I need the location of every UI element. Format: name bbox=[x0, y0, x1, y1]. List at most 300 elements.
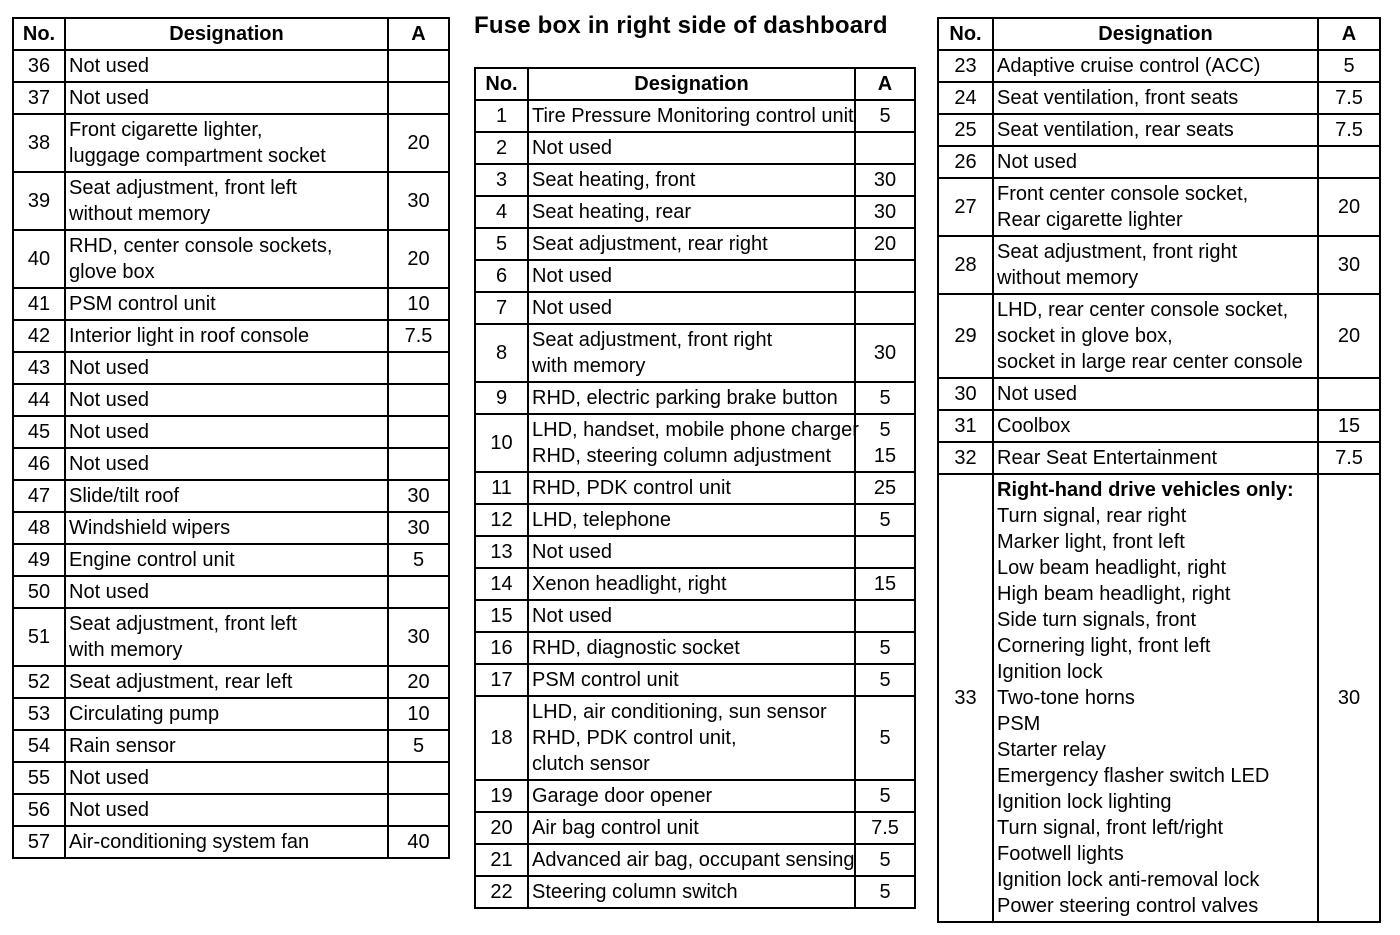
header-designation: Designation bbox=[993, 18, 1318, 50]
designation-line: Front center console socket, bbox=[997, 183, 1249, 205]
fuse-designation bbox=[528, 324, 855, 382]
fuse-designation bbox=[65, 608, 388, 666]
fuse-designation bbox=[528, 632, 855, 664]
amperage-value: 5 bbox=[879, 669, 891, 691]
fuse-designation bbox=[65, 288, 388, 320]
fuse-row bbox=[475, 696, 915, 780]
fuse-row bbox=[13, 50, 449, 82]
header-no: No. bbox=[13, 18, 65, 50]
fuse-designation bbox=[528, 228, 855, 260]
designation-line: Not used bbox=[69, 767, 150, 789]
fuse-amperage bbox=[388, 448, 449, 480]
fuse-number: 51 bbox=[13, 608, 65, 666]
amperage-value: 30 bbox=[407, 485, 430, 507]
designation-line: Adaptive cruise control (ACC) bbox=[997, 55, 1261, 77]
fuse-number: 26 bbox=[938, 146, 993, 178]
fuse-amperage bbox=[388, 320, 449, 352]
amperage-value: 40 bbox=[407, 831, 430, 853]
designation-line: Slide/tilt roof bbox=[69, 485, 180, 507]
designation-line: Rear Seat Entertainment bbox=[997, 447, 1218, 469]
fuse-designation bbox=[993, 442, 1318, 474]
designation-line: Not used bbox=[69, 87, 150, 109]
fuse-number: 53 bbox=[13, 698, 65, 730]
fuse-number: 46 bbox=[13, 448, 65, 480]
fuse-designation bbox=[993, 82, 1318, 114]
fuse-amperage bbox=[388, 794, 449, 826]
fuse-row bbox=[13, 608, 449, 666]
fuse-number: 33 bbox=[938, 474, 993, 922]
fuse-row bbox=[938, 178, 1380, 236]
designation-line: Ignition lock anti-removal lock bbox=[997, 869, 1260, 891]
fuse-number: 29 bbox=[938, 294, 993, 378]
fuse-number: 50 bbox=[13, 576, 65, 608]
amperage-value: 30 bbox=[873, 201, 897, 223]
fuse-designation bbox=[528, 536, 855, 568]
designation-line: RHD, PDK control unit, bbox=[532, 727, 737, 749]
fuse-number: 9 bbox=[475, 382, 528, 414]
fuse-row bbox=[475, 196, 915, 228]
amperage-value: 15 bbox=[873, 445, 897, 467]
designation-line: Power steering control valves bbox=[997, 895, 1259, 917]
amperage-value: 15 bbox=[1337, 415, 1361, 437]
designation-line: Rear cigarette lighter bbox=[997, 209, 1183, 231]
designation-line: Xenon headlight, right bbox=[532, 573, 727, 595]
fuse-table-left bbox=[12, 17, 450, 859]
fuse-designation bbox=[528, 260, 855, 292]
designation-line: Seat heating, rear bbox=[532, 201, 691, 223]
fuse-designation bbox=[65, 172, 388, 230]
fuse-row bbox=[13, 826, 449, 858]
fuse-number: 52 bbox=[13, 666, 65, 698]
fuse-amperage bbox=[1318, 410, 1380, 442]
fuse-designation bbox=[528, 414, 859, 472]
fuse-row bbox=[475, 844, 915, 876]
fuse-row bbox=[475, 382, 915, 414]
designation-line: PSM control unit bbox=[532, 669, 679, 691]
fuse-row bbox=[13, 698, 449, 730]
fuse-number: 44 bbox=[13, 384, 65, 416]
designation-line: RHD, center console sockets, bbox=[69, 235, 333, 257]
fuse-number: 42 bbox=[13, 320, 65, 352]
designation-line: RHD, electric parking brake button bbox=[532, 387, 838, 409]
fuse-amperage bbox=[855, 600, 915, 632]
amperage-value: 20 bbox=[407, 671, 430, 693]
amperage-value: 5 bbox=[1343, 55, 1355, 77]
fuse-amperage bbox=[388, 576, 449, 608]
fuse-row bbox=[13, 448, 449, 480]
designation-line: Marker light, front left bbox=[997, 531, 1185, 553]
fuse-amperage bbox=[855, 504, 915, 536]
fuse-designation bbox=[528, 164, 855, 196]
fuse-number: 38 bbox=[13, 114, 65, 172]
fuse-row bbox=[13, 576, 449, 608]
amperage-value: 15 bbox=[873, 573, 897, 595]
amperage-value: 20 bbox=[873, 233, 897, 255]
fuse-amperage bbox=[1318, 236, 1380, 294]
designation-line: LHD, rear center console socket, bbox=[997, 299, 1289, 321]
designation-line: Side turn signals, front bbox=[997, 609, 1196, 631]
amperage-value: 20 bbox=[407, 132, 430, 154]
fuse-number: 5 bbox=[475, 228, 528, 260]
designation-line: socket in glove box, bbox=[997, 325, 1173, 347]
amperage-value: 5 bbox=[879, 849, 891, 871]
fuse-row bbox=[938, 410, 1380, 442]
fuse-row bbox=[475, 536, 915, 568]
fuse-number: 49 bbox=[13, 544, 65, 576]
designation-line: Low beam headlight, right bbox=[997, 557, 1227, 579]
fuse-amperage bbox=[855, 196, 915, 228]
amperage-value: 5 bbox=[879, 509, 891, 531]
designation-line: Air-conditioning system fan bbox=[69, 831, 310, 853]
fuse-amperage bbox=[855, 696, 915, 780]
designation-line: without memory bbox=[69, 203, 211, 225]
fuse-amperage bbox=[855, 164, 915, 196]
designation-line: Not used bbox=[69, 389, 150, 411]
fuse-number: 20 bbox=[475, 812, 528, 844]
fuse-table-right bbox=[937, 17, 1381, 923]
fuse-number: 15 bbox=[475, 600, 528, 632]
fuse-row bbox=[13, 730, 449, 762]
fuse-row bbox=[13, 512, 449, 544]
fuse-row bbox=[13, 480, 449, 512]
fuse-amperage bbox=[855, 324, 915, 382]
fuse-amperage bbox=[1318, 50, 1380, 82]
fuse-row bbox=[13, 320, 449, 352]
amperage-value: 30 bbox=[1337, 687, 1361, 709]
fuse-designation bbox=[993, 236, 1318, 294]
fuse-amperage bbox=[1318, 146, 1380, 178]
amperage-value: 10 bbox=[407, 293, 430, 315]
fuse-designation bbox=[528, 812, 855, 844]
fuse-number: 55 bbox=[13, 762, 65, 794]
fuse-amperage bbox=[855, 292, 915, 324]
fuse-designation bbox=[528, 844, 855, 876]
amperage-value: 5 bbox=[879, 637, 891, 659]
fuse-number: 2 bbox=[475, 132, 528, 164]
fuse-amperage bbox=[1318, 82, 1380, 114]
designation-line: Engine control unit bbox=[69, 549, 235, 571]
fuse-number: 16 bbox=[475, 632, 528, 664]
designation-line: Steering column switch bbox=[532, 881, 738, 903]
fuse-amperage bbox=[1318, 442, 1380, 474]
fuse-row bbox=[475, 504, 915, 536]
fuse-number: 24 bbox=[938, 82, 993, 114]
fuse-number: 27 bbox=[938, 178, 993, 236]
fuse-amperage bbox=[855, 780, 915, 812]
amperage-value: 7.5 bbox=[1335, 447, 1363, 469]
fuse-row bbox=[938, 50, 1380, 82]
designation-line: Seat adjustment, front left bbox=[69, 613, 297, 635]
fuse-number: 13 bbox=[475, 536, 528, 568]
fuse-amperage bbox=[855, 536, 915, 568]
fuse-amperage bbox=[855, 100, 915, 132]
header-amp: A bbox=[1318, 18, 1380, 50]
designation-line: Not used bbox=[532, 297, 613, 319]
fuse-number: 57 bbox=[13, 826, 65, 858]
fuse-row bbox=[938, 82, 1380, 114]
fuse-number: 17 bbox=[475, 664, 528, 696]
designation-line: clutch sensor bbox=[532, 753, 650, 775]
amperage-value: 5 bbox=[879, 881, 891, 903]
amperage-value: 20 bbox=[1337, 196, 1361, 218]
amperage-value: 5 bbox=[879, 727, 891, 749]
fuse-designation bbox=[528, 382, 855, 414]
amperage-value: 30 bbox=[873, 342, 897, 364]
fuse-designation bbox=[65, 384, 388, 416]
fuse-designation bbox=[993, 146, 1318, 178]
fuse-row bbox=[475, 472, 915, 504]
fuse-amperage bbox=[1318, 294, 1380, 378]
designation-line: LHD, telephone bbox=[532, 509, 671, 531]
designation-line: Not used bbox=[69, 799, 150, 821]
fuse-row bbox=[475, 664, 915, 696]
fuse-amperage bbox=[388, 288, 449, 320]
fuse-amperage bbox=[1318, 178, 1380, 236]
fuse-number: 32 bbox=[938, 442, 993, 474]
fuse-designation bbox=[65, 512, 388, 544]
fuse-amperage bbox=[388, 172, 449, 230]
fuse-number: 28 bbox=[938, 236, 993, 294]
designation-line: Not used bbox=[69, 421, 150, 443]
fuse-amperage bbox=[1318, 114, 1380, 146]
header-no: No. bbox=[938, 18, 993, 50]
amperage-value: 30 bbox=[407, 517, 430, 539]
amperage-value: 10 bbox=[407, 703, 430, 725]
fuse-row bbox=[938, 474, 1380, 922]
fuse-number: 43 bbox=[13, 352, 65, 384]
designation-line: Not used bbox=[532, 137, 613, 159]
fuse-designation bbox=[65, 320, 388, 352]
fuse-number: 19 bbox=[475, 780, 528, 812]
fuse-amperage bbox=[388, 826, 449, 858]
fuse-designation bbox=[528, 196, 855, 228]
fuse-amperage bbox=[855, 844, 915, 876]
fuse-designation bbox=[65, 730, 388, 762]
amperage-value: 5 bbox=[412, 735, 425, 757]
designation-line: Ignition lock lighting bbox=[997, 791, 1172, 813]
fuse-number: 41 bbox=[13, 288, 65, 320]
designation-line: with memory bbox=[532, 355, 646, 377]
fuse-row bbox=[938, 378, 1380, 410]
fuse-designation bbox=[528, 504, 855, 536]
fuse-amperage bbox=[855, 472, 915, 504]
fuse-designation bbox=[65, 82, 388, 114]
fuse-designation bbox=[993, 114, 1318, 146]
fuse-row bbox=[475, 568, 915, 600]
designation-line: Circulating pump bbox=[69, 703, 220, 725]
fuse-row bbox=[13, 82, 449, 114]
fuse-row bbox=[13, 666, 449, 698]
fuse-amperage bbox=[388, 230, 449, 288]
fuse-row bbox=[475, 812, 915, 844]
fuse-designation bbox=[528, 876, 855, 908]
fuse-amperage bbox=[1318, 474, 1380, 922]
fuse-row bbox=[475, 876, 915, 908]
fuse-table-middle bbox=[474, 67, 916, 909]
fuse-number: 1 bbox=[475, 100, 528, 132]
designation-line: Not used bbox=[69, 453, 150, 475]
amperage-value: 5 bbox=[879, 785, 891, 807]
fuse-designation bbox=[65, 666, 388, 698]
fuse-row bbox=[475, 100, 915, 132]
amperage-value: 30 bbox=[407, 190, 430, 212]
designation-line: LHD, handset, mobile phone charger bbox=[532, 419, 859, 441]
fuse-row bbox=[475, 780, 915, 812]
designation-line: Not used bbox=[69, 581, 150, 603]
amperage-value: 7.5 bbox=[1335, 119, 1363, 141]
fuse-number: 40 bbox=[13, 230, 65, 288]
fuse-number: 11 bbox=[475, 472, 528, 504]
amperage-value: 7.5 bbox=[404, 325, 433, 347]
fuse-row bbox=[475, 132, 915, 164]
designation-line: Not used bbox=[532, 605, 613, 627]
fuse-designation bbox=[528, 472, 855, 504]
fuse-amperage bbox=[855, 132, 915, 164]
fuse-amperage bbox=[388, 352, 449, 384]
fuse-row bbox=[938, 442, 1380, 474]
fuse-amperage bbox=[855, 414, 915, 472]
fuse-number: 56 bbox=[13, 794, 65, 826]
fuse-row bbox=[13, 288, 449, 320]
amperage-value: 30 bbox=[407, 626, 430, 648]
fuse-designation bbox=[528, 696, 855, 780]
table-header-row bbox=[13, 18, 449, 50]
fuse-row bbox=[475, 260, 915, 292]
fuse-row bbox=[475, 414, 915, 472]
fuse-number: 54 bbox=[13, 730, 65, 762]
fuse-amperage bbox=[388, 762, 449, 794]
designation-line: Seat adjustment, rear left bbox=[69, 671, 293, 693]
designation-line: Seat adjustment, rear right bbox=[532, 233, 768, 255]
fuse-row bbox=[475, 600, 915, 632]
fuse-row bbox=[13, 794, 449, 826]
fuse-number: 3 bbox=[475, 164, 528, 196]
amperage-value: 7.5 bbox=[871, 817, 899, 839]
designation-line: Starter relay bbox=[997, 739, 1106, 761]
designation-line: RHD, steering column adjustment bbox=[532, 445, 832, 467]
fuse-amperage bbox=[388, 480, 449, 512]
fuse-number: 45 bbox=[13, 416, 65, 448]
fuse-designation bbox=[65, 114, 388, 172]
fuse-number: 18 bbox=[475, 696, 528, 780]
header-designation: Designation bbox=[65, 18, 388, 50]
fuse-designation bbox=[528, 132, 855, 164]
designation-line: Seat ventilation, rear seats bbox=[997, 119, 1234, 141]
fuse-amperage bbox=[388, 82, 449, 114]
designation-line: Seat ventilation, front seats bbox=[997, 87, 1239, 109]
fuse-number: 4 bbox=[475, 196, 528, 228]
page-heading: Fuse box in right side of dashboard bbox=[474, 12, 888, 39]
fuse-row bbox=[475, 228, 915, 260]
fuse-designation bbox=[993, 474, 1318, 922]
amperage-value: 25 bbox=[873, 477, 897, 499]
designation-line: Two-tone horns bbox=[997, 687, 1135, 709]
fuse-designation bbox=[65, 448, 388, 480]
amperage-value: 30 bbox=[1337, 254, 1361, 276]
amperage-value: 5 bbox=[879, 105, 891, 127]
fuse-number: 37 bbox=[13, 82, 65, 114]
fuse-number: 25 bbox=[938, 114, 993, 146]
designation-line: Seat adjustment, front right bbox=[532, 329, 773, 351]
fuse-number: 36 bbox=[13, 50, 65, 82]
fuse-designation bbox=[993, 378, 1318, 410]
designation-line: Seat heating, front bbox=[532, 169, 696, 191]
header-designation: Designation bbox=[528, 68, 855, 100]
fuse-row bbox=[13, 172, 449, 230]
designation-line: with memory bbox=[69, 639, 183, 661]
fuse-amperage bbox=[855, 260, 915, 292]
designation-line: Not used bbox=[69, 357, 150, 379]
fuse-designation bbox=[993, 178, 1318, 236]
designation-line: Not used bbox=[997, 151, 1078, 173]
fuse-amperage bbox=[388, 608, 449, 666]
designation-line: luggage compartment socket bbox=[69, 145, 326, 167]
fuse-designation bbox=[528, 292, 855, 324]
fuse-number: 30 bbox=[938, 378, 993, 410]
fuse-row bbox=[475, 164, 915, 196]
designation-line: Emergency flasher switch LED bbox=[997, 765, 1270, 787]
fuse-designation bbox=[993, 410, 1318, 442]
fuse-row bbox=[475, 292, 915, 324]
fuse-amperage bbox=[855, 382, 915, 414]
fuse-designation bbox=[993, 294, 1318, 378]
table-header-row bbox=[938, 18, 1380, 50]
fuse-amperage bbox=[388, 114, 449, 172]
fuse-number: 48 bbox=[13, 512, 65, 544]
designation-line: Not used bbox=[69, 55, 150, 77]
fuse-amperage bbox=[388, 698, 449, 730]
fuse-row bbox=[475, 632, 915, 664]
fuse-amperage bbox=[1318, 378, 1380, 410]
header-amp: A bbox=[855, 68, 915, 100]
fuse-designation bbox=[993, 50, 1318, 82]
header-amp: A bbox=[388, 18, 449, 50]
fuse-row bbox=[13, 352, 449, 384]
designation-line: Not used bbox=[997, 383, 1078, 405]
designation-line: High beam headlight, right bbox=[997, 583, 1231, 605]
fuse-number: 22 bbox=[475, 876, 528, 908]
amperage-value: 20 bbox=[407, 248, 430, 270]
designation-line: glove box bbox=[69, 261, 155, 283]
designation-line: Ignition lock bbox=[997, 661, 1103, 683]
designation-line: Rain sensor bbox=[69, 735, 176, 757]
fuse-amperage bbox=[855, 876, 915, 908]
amperage-value: 7.5 bbox=[1335, 87, 1363, 109]
amperage-value: 5 bbox=[879, 419, 891, 441]
designation-line: Seat adjustment, front left bbox=[69, 177, 297, 199]
fuse-row bbox=[13, 114, 449, 172]
designation-line: Turn signal, rear right bbox=[997, 505, 1187, 527]
designation-line: PSM control unit bbox=[69, 293, 216, 315]
fuse-designation bbox=[65, 416, 388, 448]
fuse-row bbox=[13, 230, 449, 288]
fuse-number: 10 bbox=[475, 414, 528, 472]
fuse-designation bbox=[528, 100, 855, 132]
fuse-amperage bbox=[388, 666, 449, 698]
fuse-row bbox=[13, 544, 449, 576]
fuse-number: 7 bbox=[475, 292, 528, 324]
fuse-designation bbox=[65, 352, 388, 384]
fuse-designation bbox=[528, 780, 855, 812]
designation-line: Not used bbox=[532, 265, 613, 287]
fuse-row bbox=[13, 416, 449, 448]
designation-line: Front cigarette lighter, bbox=[69, 119, 263, 141]
fuse-amperage bbox=[388, 512, 449, 544]
fuse-number: 39 bbox=[13, 172, 65, 230]
amperage-value: 5 bbox=[412, 549, 425, 571]
fuse-row bbox=[938, 294, 1380, 378]
fuse-amperage bbox=[855, 812, 915, 844]
